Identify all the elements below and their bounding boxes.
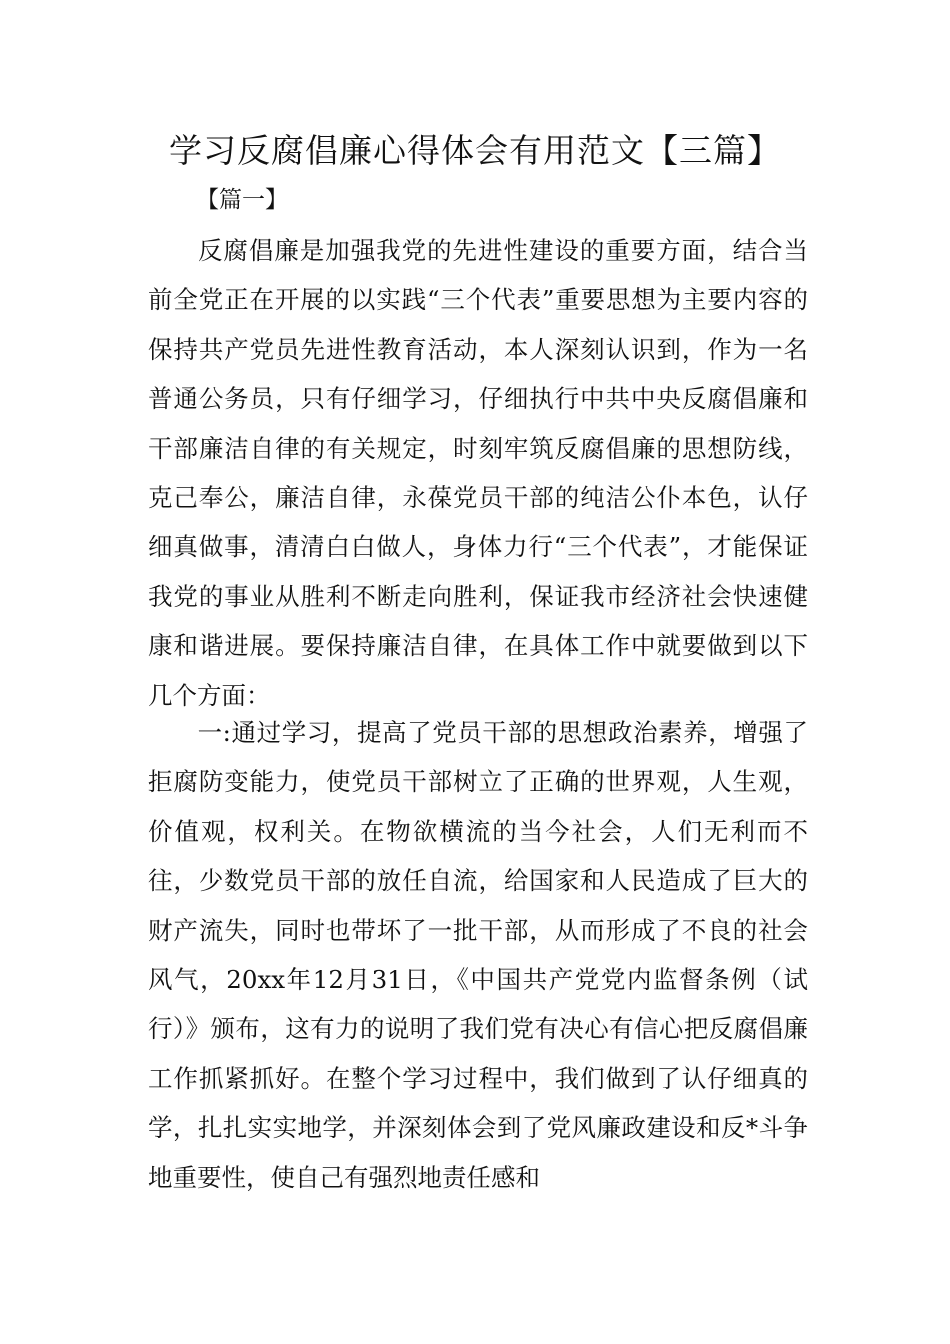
paragraph-text: 一:通过学习，提高了党员干部的思想政治素养，增强了拒腐防变能力，使党员干部树立了正确的世界观，人生观，价值观，权利关。在物欲横流的当今社会，人们无利而不往，少数党员干部的放任自流，给国家和人民造成了巨大的财产流失，同时也带坏了一批干部，从而形成了不良的社会风气，20xx年12月31日，《中国共产党党内监督条例（试行）》颁布，这有力的说明了我们党有决心有信心把反腐倡廉工作抓紧抓好。在整个学习过程中，我们做到了认仔细真的学，扎扎实实地学，并深刻体会到了党风廉政建设和反*斗争地重要性，使自己有强烈地责任感和 — [148, 718, 808, 1192]
body-paragraph — [148, 226, 808, 720]
document-title: 学习反腐倡廉心得体会有用范文【三篇】 — [169, 131, 781, 170]
body-paragraph — [148, 708, 808, 1202]
section-label: 【篇一】 — [196, 187, 288, 213]
paragraph-text: 反腐倡廉是加强我党的先进性建设的重要方面，结合当前全党正在开展的以实践“三个代表”重要思想为主要内容的保持共产党员先进性教育活动，本人深刻认识到，作为一名普通公务员，只有仔细学习，仔细执行中共中央反腐倡廉和干部廉洁自律的有关规定，时刻牢筑反腐倡廉的思想防线，克己奉公，廉洁自律，永葆党员干部的纯洁公仆本色，认仔细真做事，清清白白做人，身体力行“三个代表”，才能保证我党的事业从胜利不断走向胜利，保证我市经济社会快速健康和谐进展。要保持廉洁自律，在具体工作中就要做到以下几个方面： — [148, 236, 808, 710]
